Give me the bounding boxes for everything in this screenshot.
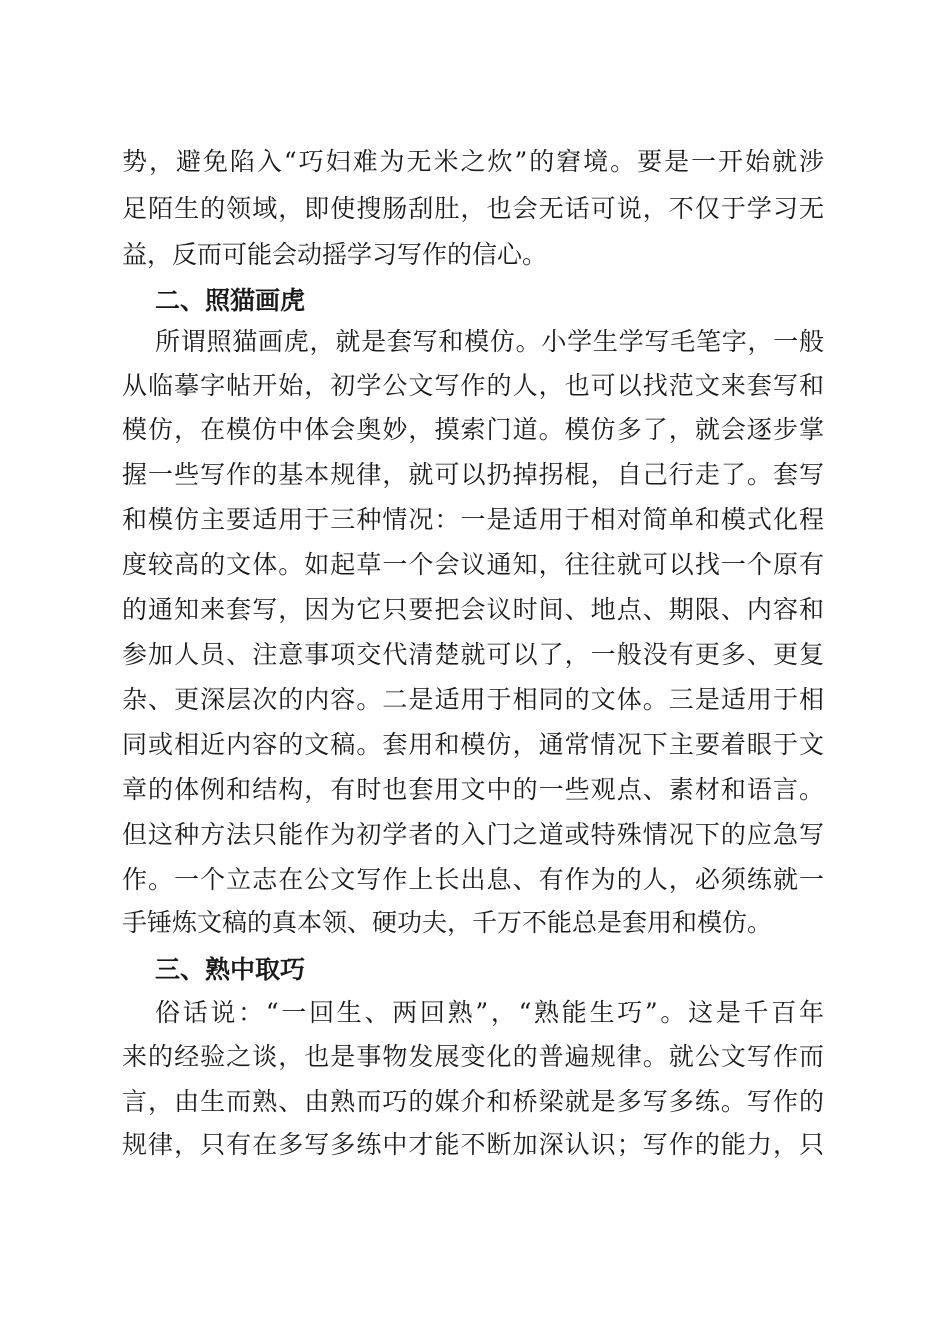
para3-line-4: 规律，只有在多写多练中才能不断加深认识；写作的能力，只 [122, 1130, 824, 1159]
para1-line-2: 足陌生的领域，即使搜肠刮肚，也会无话可说，不仅于学习无 [122, 194, 824, 223]
para2-line-10: 同或相近内容的文稿。套用和模仿，通常情况下主要着眼于文 [122, 730, 824, 759]
para3-line-1: 俗话说：“一回生、两回熟”，“熟能生巧”。这是千百年 [155, 998, 824, 1027]
para2-line-12: 但这种方法只能作为初学者的入门之道或特殊情况下的应急写 [122, 820, 824, 849]
para1-line-1: 势，避免陷入“巧妇难为无米之炊”的窘境。要是一开始就涉 [122, 147, 824, 176]
para2-line-8: 参加人员、注意事项交代清楚就可以了，一般没有更多、更复 [122, 640, 824, 669]
para2-line-1: 所谓照猫画虎，就是套写和模仿。小学生学写毛笔字，一般 [155, 327, 824, 356]
para2-line-6: 度较高的文体。如起草一个会议通知，往往就可以找一个原有 [122, 550, 824, 579]
para2-line-14: 手锤炼文稿的真本领、硬功夫，千万不能总是套用和模仿。 [122, 908, 773, 937]
para2-line-13: 作。一个立志在公文写作上长出息、有作为的人，必须练就一 [122, 865, 824, 894]
para2-line-4: 握一些写作的基本规律，就可以扔掉拐棍，自己行走了。套写 [122, 460, 824, 489]
para3-line-3: 言，由生而熟、由熟而巧的媒介和桥梁就是多写多练。写作的 [122, 1087, 824, 1116]
para2-line-3: 模仿，在模仿中体会奥妙，摸索门道。模仿多了，就会逐步掌 [122, 415, 824, 444]
para1-line-3: 益，反而可能会动摇学习写作的信心。 [122, 240, 548, 269]
section-heading-3: 三、熟中取巧 [155, 955, 306, 984]
para3-line-2: 来的经验之谈，也是事物发展变化的普遍规律。就公文写作而 [122, 1042, 824, 1071]
section-heading-2: 二、照猫画虎 [155, 286, 306, 315]
para2-line-11: 章的体例和结构，有时也套用文中的一些观点、素材和语言。 [122, 775, 824, 804]
para2-line-5: 和模仿主要适用于三种情况：一是适用于相对简单和模式化程 [122, 505, 824, 534]
para2-line-9: 杂、更深层次的内容。二是适用于相同的文体。三是适用于相 [122, 685, 824, 714]
para2-line-7: 的通知来套写，因为它只要把会议时间、地点、期限、内容和 [122, 595, 824, 624]
para2-line-2: 从临摹字帖开始，初学公文写作的人，也可以找范文来套写和 [122, 371, 824, 400]
